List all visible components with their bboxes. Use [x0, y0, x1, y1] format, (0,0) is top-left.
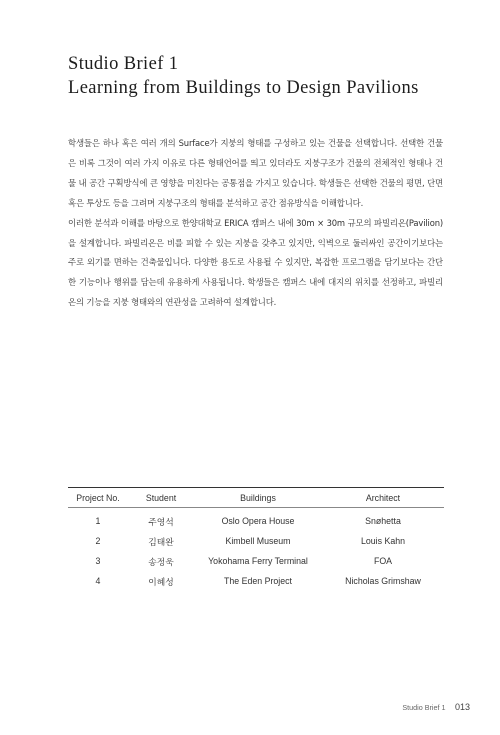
table-row	[68, 508, 444, 532]
cell-architect: Snøhetta	[365, 516, 401, 526]
cell-student: 송정욱	[148, 556, 174, 567]
header-buildings: Buildings	[194, 488, 322, 508]
cell-student: 김태완	[148, 536, 174, 547]
cell-architect: FOA	[373, 556, 393, 566]
cell-project-no: 2	[95, 536, 101, 546]
header-student: Student	[128, 488, 194, 508]
page-footer	[402, 697, 470, 715]
header-architect: Architect	[322, 488, 444, 508]
footer-section-label: Studio Brief 1	[402, 703, 446, 712]
table-row	[68, 571, 444, 591]
cell-project-no: 4	[95, 576, 101, 586]
cell-building: Kimbell Museum	[225, 536, 291, 546]
table-row	[68, 551, 444, 571]
cell-building: The Eden Project	[224, 576, 292, 586]
body-text	[68, 134, 443, 313]
title-block	[68, 52, 468, 100]
cell-project-no: 1	[95, 516, 101, 526]
body-paragraph-1: 학생들은 하나 혹은 여러 개의 Surface가 지붕의 형태를 구성하고 있는 건물을 선택합니다. 선택한 건물은 비록 그것이 여러 가지 이유로 다른 형태언어를 띄고 있더라도 지붕구조가 건물의 전체적인 형태나 건물 내 공간 구획방식에 큰 영향을 미친다는 공통점을 가지고 있습니다. 학생들은 선택한 건물의 평면, 단면 혹은 투상도 등을 그려며 지붕구조의 형태를 분석하고 공간 점유방식을 이해합니다.	[68, 138, 443, 208]
table-row	[68, 531, 444, 551]
cell-project-no: 3	[95, 556, 101, 566]
header-project-no: Project No.	[68, 488, 128, 508]
table-header-row	[68, 488, 444, 508]
cell-building: Oslo Opera House	[221, 516, 295, 526]
page-title: Studio Brief 1	[68, 54, 179, 74]
cell-architect: Nicholas Grimshaw	[345, 576, 421, 586]
cell-architect: Louis Kahn	[360, 536, 406, 546]
page-number: 013	[454, 702, 470, 712]
body-paragraph-2: 이러한 분석과 이해를 바탕으로 한양대학교 ERICA 캠퍼스 내에 30m × 30m 규모의 파빌리온(Pavilion)을 설계합니다. 파빌리온은 비를 피할 수 있는 지붕을 갖추고 있지만, 익벽으로 둘러싸인 공간이기보다는 주로 외기를 면하는 건축물입니다. 다양한 용도로 사용될 수 있지만, 복잡한 프로그램을 담기보다는 간단한 기능이나 행위를 담는데 유용하게 사용됩니다. 학생들은 캠퍼스 내에 대지의 위치를 선정하고, 파빌리온의 기능을 지붕 형태와의 연관성을 고려하여 설계합니다.	[68, 217, 443, 308]
cell-student: 이혜성	[148, 576, 174, 587]
cell-student: 주영석	[148, 516, 174, 527]
project-table	[68, 487, 444, 591]
cell-building: Yokohama Ferry Terminal	[208, 556, 308, 566]
page-subtitle: Learning from Buildings to Design Pavilions	[68, 78, 419, 98]
